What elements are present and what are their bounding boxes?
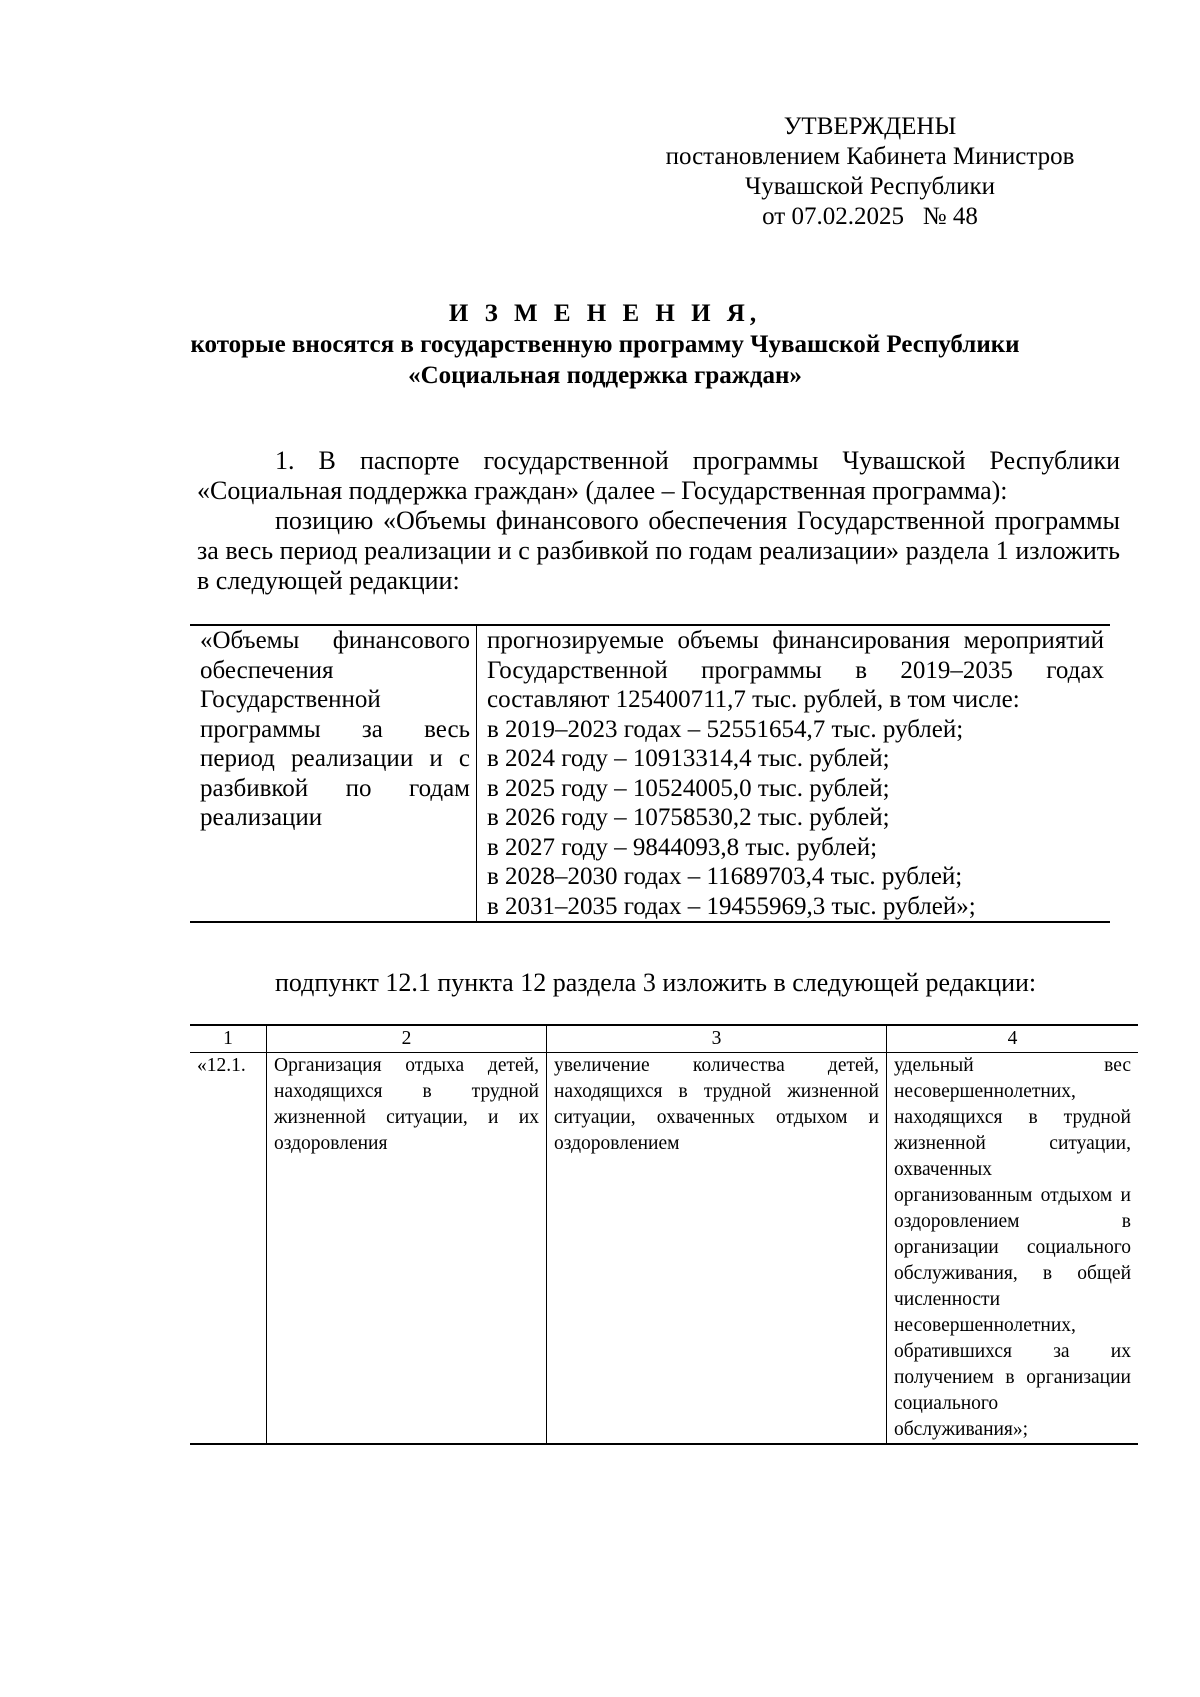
row-goal-cell: увеличение количества детей, находящихся в трудной жизненной ситуации, охваченных отдыхом и оздоровлением [547,1053,887,1445]
approval-stamp [640,112,1100,232]
header-col-3: 3 [547,1025,887,1053]
funding-line: в 2031–2035 годах – 19455969,3 тыс. рублей»; [487,892,976,920]
table-row [190,1053,1138,1445]
approval-date-number: от 07.02.2025 № 48 [762,203,978,230]
document-title [150,298,1060,391]
title-subtitle: которые вносятся в государственную программу Чувашской Республики [190,331,1020,358]
funding-line: в 2028–2030 годах – 11689703,4 тыс. рублей; [487,863,963,890]
funding-label-cell: «Объемы финансового обеспечения Государственной программы за весь период реализации и с разбивкой по годам реализации [190,625,477,922]
approval-region: Чувашской Республики [744,173,996,200]
funding-values-cell [477,625,1111,922]
funding-line: в 2026 году – 10758530,2 тыс. рублей; [487,804,890,831]
title-program-name: «Социальная поддержка граждан» [408,362,802,389]
row-number-cell: «12.1. [190,1053,267,1445]
funding-row [190,625,1110,922]
funding-line: в 2025 году – 10524005,0 тыс. рублей; [487,774,890,802]
paragraph-1: 1. В паспорте государственной программы Чувашской Республики «Социальная поддержка граждан» (далее – Государственная программа): [197,446,1120,505]
paragraph-2: позицию «Объемы финансового обеспечения Государственной программы за весь период реализации и с разбивкой по годам реализации» раздела 1 изложить в следующей редакции: [197,506,1120,595]
paragraph-3: подпункт 12.1 пункта 12 раздела 3 изложить в следующей редакции: [275,968,1037,997]
funding-line: в 2019–2023 годах – 52551654,7 тыс. рублей; [487,715,964,743]
funding-line: в 2024 году – 10913314,4 тыс. рублей; [487,745,890,772]
header-col-4: 4 [887,1025,1139,1053]
subclause-paragraph [197,968,1120,998]
indicators-table [190,1024,1138,1445]
approval-heading: УТВЕРЖДЕНЫ [783,113,957,140]
row-measure-cell: Организация отдыха детей, находящихся в трудной жизненной ситуации, и их оздоровления [267,1053,547,1445]
header-col-2: 2 [267,1025,547,1053]
header-col-1: 1 [190,1025,267,1053]
funding-line: в 2027 году – 9844093,8 тыс. рублей; [487,833,878,861]
table-header-row [190,1025,1138,1053]
row-indicator-cell: удельный вес несовершеннолетних, находящихся в трудной жизненной ситуации, охваченных организованным отдыхом и оздоровлением в организации социального обслуживания, в общей численности несовершеннолетних, обратившихся за их получением в организации социального обслуживания»; [887,1053,1139,1445]
funding-total-line: прогнозируемые объемы финансирования мероприятий Государственной программы в 2019–2035 годах составляют 125400711,7 тыс. рублей, в том числе: [487,627,1104,713]
intro-paragraphs [197,446,1120,596]
funding-table [190,624,1110,923]
approval-issuer: постановлением Кабинета Министров [665,143,1075,170]
title-main: И З М Е Н Е Н И Я, [448,300,762,327]
